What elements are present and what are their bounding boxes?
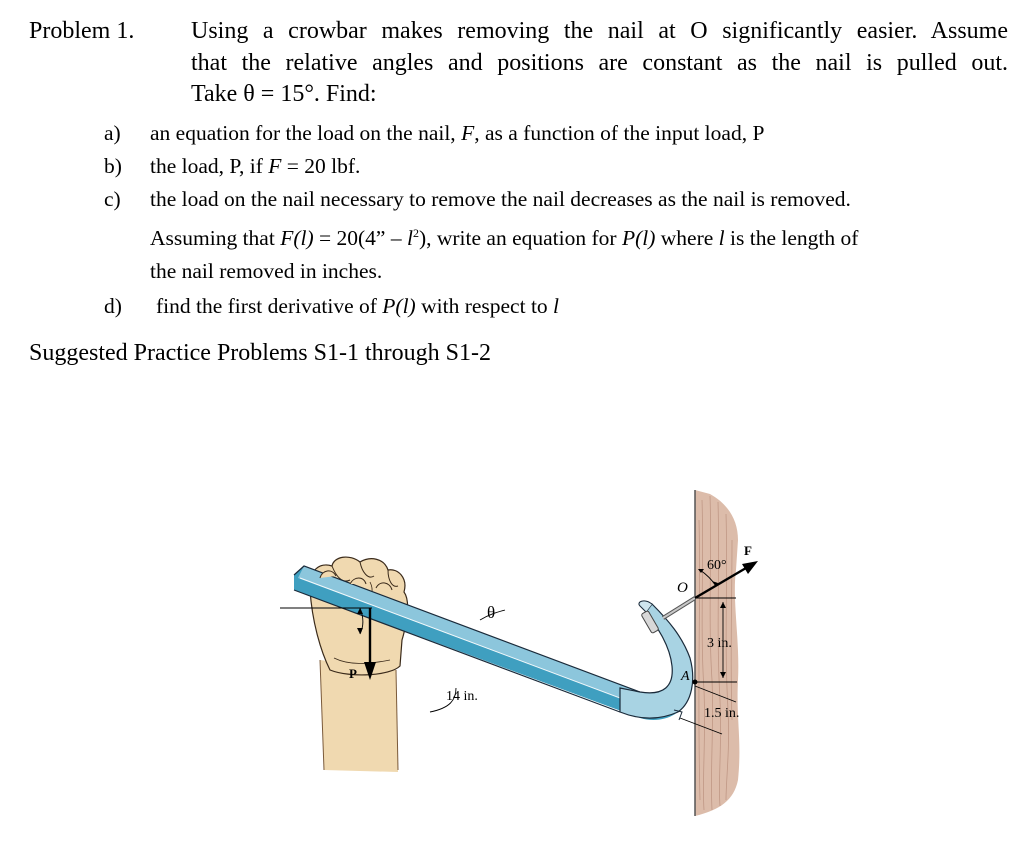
label-60deg: 60°	[707, 558, 727, 573]
part-a-text-1: an equation for the load on the nail,	[150, 121, 462, 145]
part-a	[104, 117, 994, 150]
label-P: P	[349, 666, 357, 681]
label-theta: θ	[487, 603, 496, 622]
part-c	[104, 183, 994, 288]
label-F: F	[744, 543, 752, 558]
problem-statement	[191, 16, 1008, 111]
part-b-text-1: the load, P, if	[150, 154, 269, 178]
problem-parts	[104, 117, 994, 323]
part-c-line-3: the nail removed in inches.	[150, 259, 383, 284]
part-a-text-2: , as a function of the input load, P	[474, 121, 765, 145]
var-F: F	[461, 121, 475, 145]
part-c-label: c)	[104, 187, 121, 211]
var-F: F	[268, 154, 282, 178]
crowbar-diagram	[280, 480, 780, 841]
label-1-5in: 1.5 in.	[704, 706, 740, 721]
part-d-text	[156, 290, 994, 323]
suggested-practice: Suggested Practice Problems S1-1 through S1-2	[29, 340, 491, 366]
text: is the length of	[724, 226, 859, 251]
func-P-of-l: P(l)	[621, 226, 656, 251]
var-l: l	[553, 294, 560, 319]
statement-line-2: that the relative angles and positions are constant as the nail is pulled out.	[191, 49, 1008, 76]
label-O: O	[677, 580, 688, 596]
part-b-text	[150, 150, 994, 183]
statement-line-1: Using a crowbar makes removing the nail at O significantly easier. Assume	[191, 18, 1008, 44]
func-P-of-l: P(l)	[382, 294, 416, 319]
text: find the first derivative of	[156, 294, 383, 319]
text: ), write an equation for	[418, 226, 622, 251]
label-3in: 3 in.	[707, 636, 732, 651]
exponent: 2	[412, 226, 419, 240]
part-d	[104, 290, 994, 323]
part-b-text-2: = 20 lbf.	[281, 154, 361, 178]
part-b	[104, 150, 994, 183]
label-A: A	[681, 669, 690, 684]
text: where	[655, 226, 719, 251]
text: with respect to	[415, 294, 554, 319]
problem-number: Problem 1.	[29, 18, 135, 44]
part-c-line-1: the load on the nail necessary to remove the nail decreases as the nail is removed.	[150, 187, 851, 211]
text: Assuming that	[150, 226, 281, 251]
label-14in: 14 in.	[446, 689, 478, 704]
var-l: l	[406, 226, 413, 251]
part-c-line-2	[150, 217, 994, 255]
statement-line-3: Take θ = 15°. Find:	[191, 81, 377, 107]
text: = 20(4” –	[313, 226, 407, 251]
var-l: l	[718, 226, 725, 251]
part-d-label: d)	[104, 294, 122, 319]
point-A-marker	[693, 680, 698, 685]
part-b-label: b)	[104, 154, 122, 178]
part-a-label: a)	[104, 121, 121, 145]
wood-board	[695, 490, 739, 816]
part-a-text	[150, 117, 994, 150]
func-F-of-l: F(l)	[280, 226, 314, 251]
